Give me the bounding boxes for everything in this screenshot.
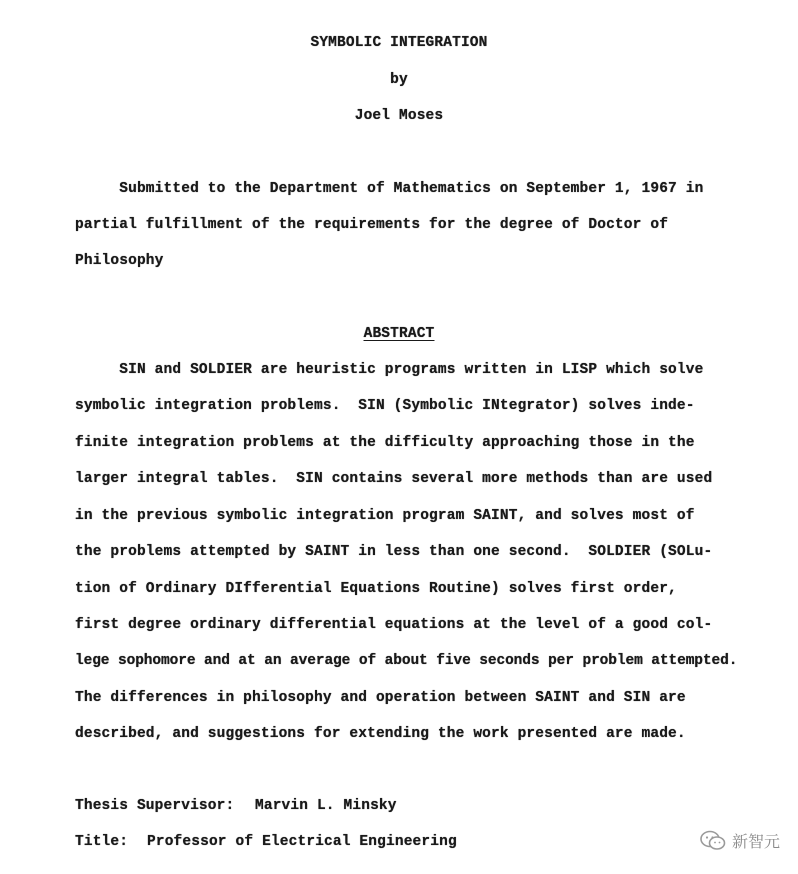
abstract-line: SIN and SOLDIER are heuristic programs written in LISP which solve bbox=[75, 362, 704, 378]
abstract-line: tion of Ordinary DIfferential Equations Routine) solves first order, bbox=[75, 581, 677, 597]
abstract-line: symbolic integration problems. SIN (Symbolic INtegrator) solves inde- bbox=[75, 398, 695, 414]
abstract-line: finite integration problems at the difficulty approaching those in the bbox=[75, 435, 695, 451]
by-line: by bbox=[390, 72, 408, 88]
submission-line: partial fulfillment of the requirements for the degree of Doctor of bbox=[75, 217, 669, 233]
abstract-line: the problems attempted by SAINT in less than one second. SOLDIER (SOLu- bbox=[75, 544, 713, 560]
watermark bbox=[700, 829, 780, 852]
abstract-line: larger integral tables. SIN contains several more methods than are used bbox=[75, 471, 713, 487]
abstract-line: described, and suggestions for extending the work presented are made. bbox=[75, 726, 686, 742]
submission-line: Philosophy bbox=[75, 253, 164, 269]
author-name: Joel Moses bbox=[354, 108, 444, 124]
abstract-line: in the previous symbolic integration program SAINT, and solves most of bbox=[75, 508, 695, 524]
supervisor-title-value: Professor of Electrical Engineering bbox=[147, 834, 457, 850]
abstract-line: The differences in philosophy and operation between SAINT and SIN are bbox=[75, 690, 686, 706]
abstract-line: first degree ordinary differential equations at the level of a good col- bbox=[75, 617, 713, 633]
wechat-icon bbox=[700, 830, 726, 852]
abstract-line: lege sophomore and at an average of about five seconds per problem attempted. bbox=[75, 653, 738, 669]
submission-line: Submitted to the Department of Mathematics on September 1, 1967 in bbox=[75, 181, 704, 197]
document-title: SYMBOLIC INTEGRATION bbox=[310, 35, 488, 51]
supervisor-name: Marvin L. Minsky bbox=[255, 798, 397, 814]
supervisor-title-label: Title: bbox=[75, 834, 129, 850]
abstract-heading: ABSTRACT bbox=[363, 326, 435, 342]
supervisor-label: Thesis Supervisor: bbox=[75, 798, 235, 814]
watermark-text: 新智元 bbox=[731, 832, 780, 851]
